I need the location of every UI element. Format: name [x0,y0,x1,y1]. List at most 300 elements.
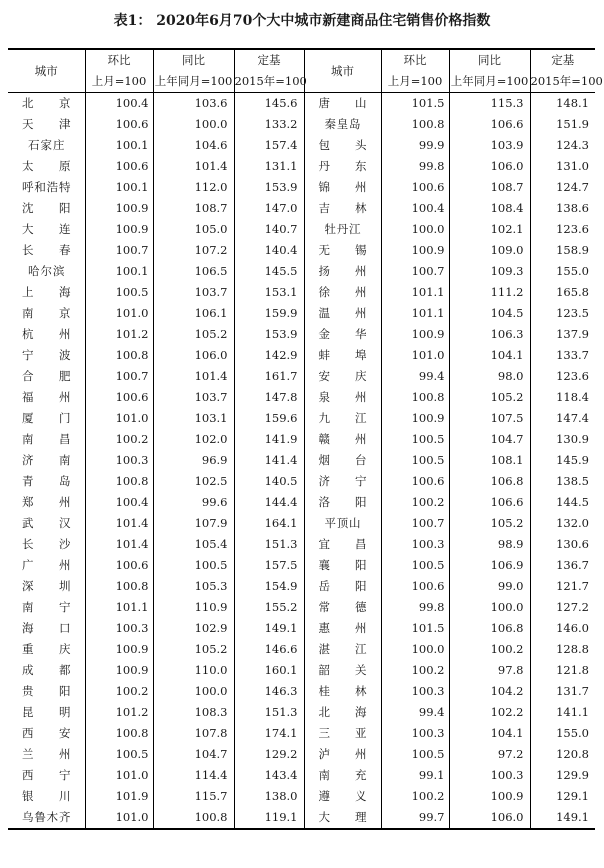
city-cell-right: 桂 林 [304,681,381,702]
city-cell-left: 厦 门 [22,411,71,425]
yoy-cell-left: 101.4 [153,156,234,177]
city-cell-right: 无 锡 [304,240,381,261]
city-cell-right: 吉 林 [304,198,381,219]
fixed-cell-left: 151.3 [234,534,304,555]
fixed-cell-left: 141.4 [234,450,304,471]
table-row [8,282,595,303]
header-yoy-right: 同比 [449,49,530,71]
city-cell-left: 福 州 [22,390,71,404]
fixed-cell-left: 164.1 [234,513,304,534]
yoy-cell-right: 111.2 [449,282,530,303]
mom-cell-left: 100.2 [85,429,153,450]
table-row [8,639,595,660]
fixed-cell-right: 136.7 [530,555,595,576]
fixed-cell-right: 149.1 [530,807,595,829]
yoy-cell-left: 105.0 [153,219,234,240]
yoy-cell-left: 110.0 [153,660,234,681]
fixed-cell-left: 149.1 [234,618,304,639]
mom-cell-left: 100.9 [85,639,153,660]
yoy-cell-left: 107.9 [153,513,234,534]
table-row [8,177,595,198]
header-mom-right: 环比 [381,49,449,71]
mom-cell-right: 100.3 [381,723,449,744]
yoy-cell-left: 102.5 [153,471,234,492]
table-row [8,366,595,387]
table-row [8,450,595,471]
city-cell-right: 三 亚 [304,723,381,744]
mom-cell-right: 100.6 [381,471,449,492]
fixed-cell-right: 121.8 [530,660,595,681]
mom-cell-left: 100.1 [85,177,153,198]
city-cell-right: 包 头 [304,135,381,156]
city-cell-left: 沈 阳 [22,201,71,215]
mom-cell-right: 100.7 [381,513,449,534]
header-mom-sub-right: 上月=100 [381,71,449,93]
header-city-right: 城市 [304,49,381,93]
yoy-cell-left: 104.6 [153,135,234,156]
price-index-table [8,48,603,830]
mom-cell-left: 101.2 [85,702,153,723]
mom-cell-right: 100.3 [381,681,449,702]
fixed-cell-left: 174.1 [234,723,304,744]
yoy-cell-right: 99.0 [449,576,530,597]
table-row [8,555,595,576]
city-cell-left: 郑 州 [22,495,71,509]
mom-cell-right: 99.7 [381,807,449,829]
table-row [8,219,595,240]
yoy-cell-right: 106.6 [449,114,530,135]
yoy-cell-right: 97.2 [449,744,530,765]
header-row-sub [8,71,595,93]
mom-cell-left: 100.7 [85,240,153,261]
mom-cell-left: 100.2 [85,681,153,702]
city-cell-left: 广 州 [22,558,71,572]
table-row [8,429,595,450]
fixed-cell-right: 148.1 [530,93,595,115]
yoy-cell-left: 96.9 [153,450,234,471]
mom-cell-right: 100.6 [381,177,449,198]
mom-cell-right: 99.8 [381,156,449,177]
yoy-cell-right: 108.4 [449,198,530,219]
city-cell-left: 天 津 [22,117,71,131]
city-cell-left: 石家庄 [28,138,65,152]
city-cell-right: 牡丹江 [304,219,381,240]
fixed-cell-left: 159.6 [234,408,304,429]
mom-cell-right: 100.5 [381,429,449,450]
fixed-cell-left: 131.1 [234,156,304,177]
city-cell-left: 北 京 [22,96,71,110]
yoy-cell-right: 102.2 [449,702,530,723]
city-cell-right: 安 庆 [304,366,381,387]
fixed-cell-left: 129.2 [234,744,304,765]
fixed-cell-right: 131.7 [530,681,595,702]
yoy-cell-left: 101.4 [153,366,234,387]
fixed-cell-left: 143.4 [234,765,304,786]
city-cell-right: 扬 州 [304,261,381,282]
yoy-cell-right: 106.6 [449,492,530,513]
fixed-cell-right: 158.9 [530,240,595,261]
fixed-cell-left: 140.4 [234,240,304,261]
city-cell-left: 大 连 [22,222,71,236]
yoy-cell-right: 98.0 [449,366,530,387]
mom-cell-right: 101.5 [381,93,449,115]
city-cell-right: 北 海 [304,702,381,723]
fixed-cell-right: 147.4 [530,408,595,429]
mom-cell-right: 99.9 [381,135,449,156]
yoy-cell-right: 109.3 [449,261,530,282]
fixed-cell-left: 154.9 [234,576,304,597]
fixed-cell-right: 130.6 [530,534,595,555]
yoy-cell-left: 102.9 [153,618,234,639]
yoy-cell-left: 105.2 [153,639,234,660]
fixed-cell-right: 133.7 [530,345,595,366]
city-cell-left: 呼和浩特 [22,180,71,194]
yoy-cell-left: 106.0 [153,345,234,366]
mom-cell-left: 100.4 [85,93,153,115]
mom-cell-right: 101.0 [381,345,449,366]
city-cell-left: 合 肥 [22,369,71,383]
yoy-cell-left: 108.3 [153,702,234,723]
city-cell-right: 湛 江 [304,639,381,660]
city-cell-left: 武 汉 [22,516,71,530]
yoy-cell-right: 104.5 [449,303,530,324]
yoy-cell-right: 97.8 [449,660,530,681]
mom-cell-left: 100.8 [85,345,153,366]
yoy-cell-left: 100.5 [153,555,234,576]
yoy-cell-right: 104.2 [449,681,530,702]
mom-cell-left: 100.9 [85,660,153,681]
fixed-cell-left: 157.5 [234,555,304,576]
city-cell-left: 深 圳 [22,579,71,593]
fixed-cell-right: 123.5 [530,303,595,324]
mom-cell-right: 100.9 [381,324,449,345]
mom-cell-right: 101.1 [381,282,449,303]
mom-cell-right: 100.2 [381,492,449,513]
yoy-cell-left: 99.6 [153,492,234,513]
city-cell-left: 上 海 [22,285,71,299]
table-row [8,408,595,429]
yoy-cell-right: 106.8 [449,618,530,639]
city-cell-left: 兰 州 [22,747,71,761]
city-cell-right: 遵 义 [304,786,381,807]
city-cell-left: 银 川 [22,789,71,803]
city-cell-right: 岳 阳 [304,576,381,597]
city-cell-right: 宜 昌 [304,534,381,555]
fixed-cell-right: 165.8 [530,282,595,303]
header-mom-left: 环比 [85,49,153,71]
city-cell-right: 洛 阳 [304,492,381,513]
fixed-cell-left: 151.3 [234,702,304,723]
city-cell-left: 长 春 [22,243,71,257]
mom-cell-right: 100.2 [381,660,449,681]
header-fixed-sub-right: 2015年=100 [530,71,595,93]
fixed-cell-right: 155.0 [530,723,595,744]
fixed-cell-left: 138.0 [234,786,304,807]
city-cell-left: 南 昌 [22,432,71,446]
yoy-cell-right: 104.7 [449,429,530,450]
mom-cell-left: 100.5 [85,744,153,765]
city-cell-left: 海 口 [22,621,71,635]
mom-cell-right: 100.5 [381,555,449,576]
fixed-cell-left: 155.2 [234,597,304,618]
mom-cell-left: 101.2 [85,324,153,345]
fixed-cell-right: 137.9 [530,324,595,345]
mom-cell-left: 101.9 [85,786,153,807]
mom-cell-right: 100.4 [381,198,449,219]
mom-cell-left: 100.4 [85,492,153,513]
mom-cell-left: 100.9 [85,198,153,219]
yoy-cell-left: 104.7 [153,744,234,765]
table-row [8,744,595,765]
mom-cell-right: 100.9 [381,408,449,429]
mom-cell-right: 100.0 [381,639,449,660]
fixed-cell-right: 118.4 [530,387,595,408]
mom-cell-left: 100.7 [85,366,153,387]
yoy-cell-left: 100.8 [153,807,234,829]
yoy-cell-right: 102.1 [449,219,530,240]
city-cell-right: 温 州 [304,303,381,324]
header-fixed-right: 定基 [530,49,595,71]
yoy-cell-left: 112.0 [153,177,234,198]
city-cell-right: 大 理 [304,807,381,829]
table-row [8,471,595,492]
fixed-cell-right: 151.9 [530,114,595,135]
city-cell-left: 济 南 [22,453,71,467]
yoy-cell-left: 105.3 [153,576,234,597]
city-cell-right: 泸 州 [304,744,381,765]
yoy-cell-right: 104.1 [449,723,530,744]
fixed-cell-right: 138.5 [530,471,595,492]
city-cell-right: 泉 州 [304,387,381,408]
yoy-cell-right: 106.3 [449,324,530,345]
city-cell-right: 九 江 [304,408,381,429]
yoy-cell-right: 115.3 [449,93,530,115]
fixed-cell-right: 141.1 [530,702,595,723]
fixed-cell-right: 127.2 [530,597,595,618]
fixed-cell-left: 140.7 [234,219,304,240]
mom-cell-left: 101.4 [85,513,153,534]
header-yoy-left: 同比 [153,49,234,71]
table-row [8,681,595,702]
fixed-cell-left: 119.1 [234,807,304,829]
yoy-cell-right: 100.0 [449,597,530,618]
mom-cell-left: 100.6 [85,114,153,135]
table-row [8,765,595,786]
mom-cell-left: 100.8 [85,576,153,597]
city-cell-left: 西 宁 [22,768,71,782]
mom-cell-right: 100.2 [381,786,449,807]
table-title: 表1： 2020年6月70个大中城市新建商品住宅销售价格指数 [113,13,491,29]
fixed-cell-left: 161.7 [234,366,304,387]
table-row [8,534,595,555]
fixed-cell-right: 124.3 [530,135,595,156]
fixed-cell-left: 146.6 [234,639,304,660]
yoy-cell-left: 106.1 [153,303,234,324]
city-cell-left: 贵 阳 [22,684,71,698]
yoy-cell-right: 98.9 [449,534,530,555]
mom-cell-left: 101.1 [85,597,153,618]
mom-cell-right: 100.3 [381,534,449,555]
table-row [8,198,595,219]
yoy-cell-right: 100.3 [449,765,530,786]
table-row [8,324,595,345]
yoy-cell-right: 103.9 [449,135,530,156]
fixed-cell-left: 147.8 [234,387,304,408]
table-row [8,387,595,408]
mom-cell-right: 99.4 [381,366,449,387]
mom-cell-left: 100.5 [85,282,153,303]
city-cell-right: 唐 山 [304,93,381,115]
mom-cell-left: 100.3 [85,450,153,471]
fixed-cell-right: 128.8 [530,639,595,660]
yoy-cell-left: 115.7 [153,786,234,807]
table-row [8,702,595,723]
yoy-cell-left: 105.2 [153,324,234,345]
mom-cell-left: 101.0 [85,303,153,324]
mom-cell-right: 100.9 [381,240,449,261]
fixed-cell-left: 153.9 [234,177,304,198]
city-cell-right: 烟 台 [304,450,381,471]
fixed-cell-right: 138.6 [530,198,595,219]
city-cell-right: 赣 州 [304,429,381,450]
yoy-cell-right: 106.0 [449,807,530,829]
yoy-cell-left: 103.6 [153,93,234,115]
yoy-cell-right: 108.1 [449,450,530,471]
city-cell-left: 青 岛 [22,474,71,488]
fixed-cell-right: 123.6 [530,366,595,387]
mom-cell-right: 99.8 [381,597,449,618]
table-row [8,261,595,282]
city-cell-left: 西 安 [22,726,71,740]
yoy-cell-left: 107.2 [153,240,234,261]
fixed-cell-right: 129.9 [530,765,595,786]
fixed-cell-right: 146.0 [530,618,595,639]
mom-cell-left: 100.8 [85,471,153,492]
table-row [8,660,595,681]
city-cell-left: 南 宁 [22,600,71,614]
yoy-cell-right: 105.2 [449,513,530,534]
table-row [8,114,595,135]
mom-cell-right: 101.5 [381,618,449,639]
table-row [8,492,595,513]
yoy-cell-right: 100.9 [449,786,530,807]
yoy-cell-left: 102.0 [153,429,234,450]
city-cell-left: 乌鲁木齐 [8,807,85,829]
yoy-cell-right: 108.7 [449,177,530,198]
table-row [8,807,595,829]
mom-cell-left: 101.0 [85,765,153,786]
city-cell-right: 惠 州 [304,618,381,639]
yoy-cell-right: 106.0 [449,156,530,177]
fixed-cell-right: 120.8 [530,744,595,765]
yoy-cell-left: 110.9 [153,597,234,618]
mom-cell-right: 100.7 [381,261,449,282]
table-row [8,786,595,807]
fixed-cell-right: 145.9 [530,450,595,471]
yoy-cell-left: 106.5 [153,261,234,282]
yoy-cell-right: 107.5 [449,408,530,429]
city-cell-right: 南 充 [304,765,381,786]
city-cell-right: 济 宁 [304,471,381,492]
header-city-left: 城市 [8,49,85,93]
fixed-cell-left: 159.9 [234,303,304,324]
city-cell-left: 重 庆 [22,642,71,656]
table-row [8,597,595,618]
mom-cell-left: 100.6 [85,555,153,576]
table-row [8,135,595,156]
table-row [8,345,595,366]
city-cell-right: 韶 关 [304,660,381,681]
yoy-cell-right: 109.0 [449,240,530,261]
header-yoy-sub-right: 上年同月=100 [449,71,530,93]
mom-cell-left: 101.0 [85,408,153,429]
header-fixed-left: 定基 [234,49,304,71]
city-cell-left: 太 原 [22,159,71,173]
fixed-cell-left: 144.4 [234,492,304,513]
fixed-cell-right: 131.0 [530,156,595,177]
header-mom-sub-left: 上月=100 [85,71,153,93]
mom-cell-left: 100.9 [85,219,153,240]
city-cell-right: 常 德 [304,597,381,618]
mom-cell-right: 99.4 [381,702,449,723]
fixed-cell-left: 142.9 [234,345,304,366]
fixed-cell-right: 144.5 [530,492,595,513]
fixed-cell-left: 141.9 [234,429,304,450]
fixed-cell-right: 155.0 [530,261,595,282]
yoy-cell-left: 105.4 [153,534,234,555]
city-cell-right: 金 华 [304,324,381,345]
table-row [8,93,595,115]
fixed-cell-right: 130.9 [530,429,595,450]
table-row [8,618,595,639]
fixed-cell-left: 145.6 [234,93,304,115]
yoy-cell-left: 103.7 [153,387,234,408]
fixed-cell-right: 129.1 [530,786,595,807]
mom-cell-left: 101.0 [85,807,153,829]
mom-cell-left: 100.1 [85,135,153,156]
yoy-cell-left: 100.0 [153,681,234,702]
yoy-cell-right: 100.2 [449,639,530,660]
fixed-cell-left: 157.4 [234,135,304,156]
fixed-cell-left: 133.2 [234,114,304,135]
table-row [8,156,595,177]
city-cell-right: 丹 东 [304,156,381,177]
yoy-cell-left: 107.8 [153,723,234,744]
fixed-cell-left: 147.0 [234,198,304,219]
mom-cell-right: 100.6 [381,576,449,597]
yoy-cell-right: 105.2 [449,387,530,408]
city-cell-left: 成 都 [22,663,71,677]
city-cell-left: 杭 州 [22,327,71,341]
fixed-cell-left: 153.9 [234,324,304,345]
city-cell-right: 秦皇岛 [304,114,381,135]
mom-cell-left: 100.6 [85,387,153,408]
city-cell-left: 宁 波 [22,348,71,362]
yoy-cell-right: 106.9 [449,555,530,576]
table-row [8,513,595,534]
fixed-cell-right: 123.6 [530,219,595,240]
mom-cell-right: 100.8 [381,114,449,135]
mom-cell-right: 100.5 [381,744,449,765]
mom-cell-right: 100.8 [381,387,449,408]
mom-cell-left: 100.3 [85,618,153,639]
yoy-cell-right: 104.1 [449,345,530,366]
mom-cell-left: 101.4 [85,534,153,555]
fixed-cell-left: 160.1 [234,660,304,681]
fixed-cell-right: 132.0 [530,513,595,534]
yoy-cell-left: 100.0 [153,114,234,135]
yoy-cell-left: 108.7 [153,198,234,219]
